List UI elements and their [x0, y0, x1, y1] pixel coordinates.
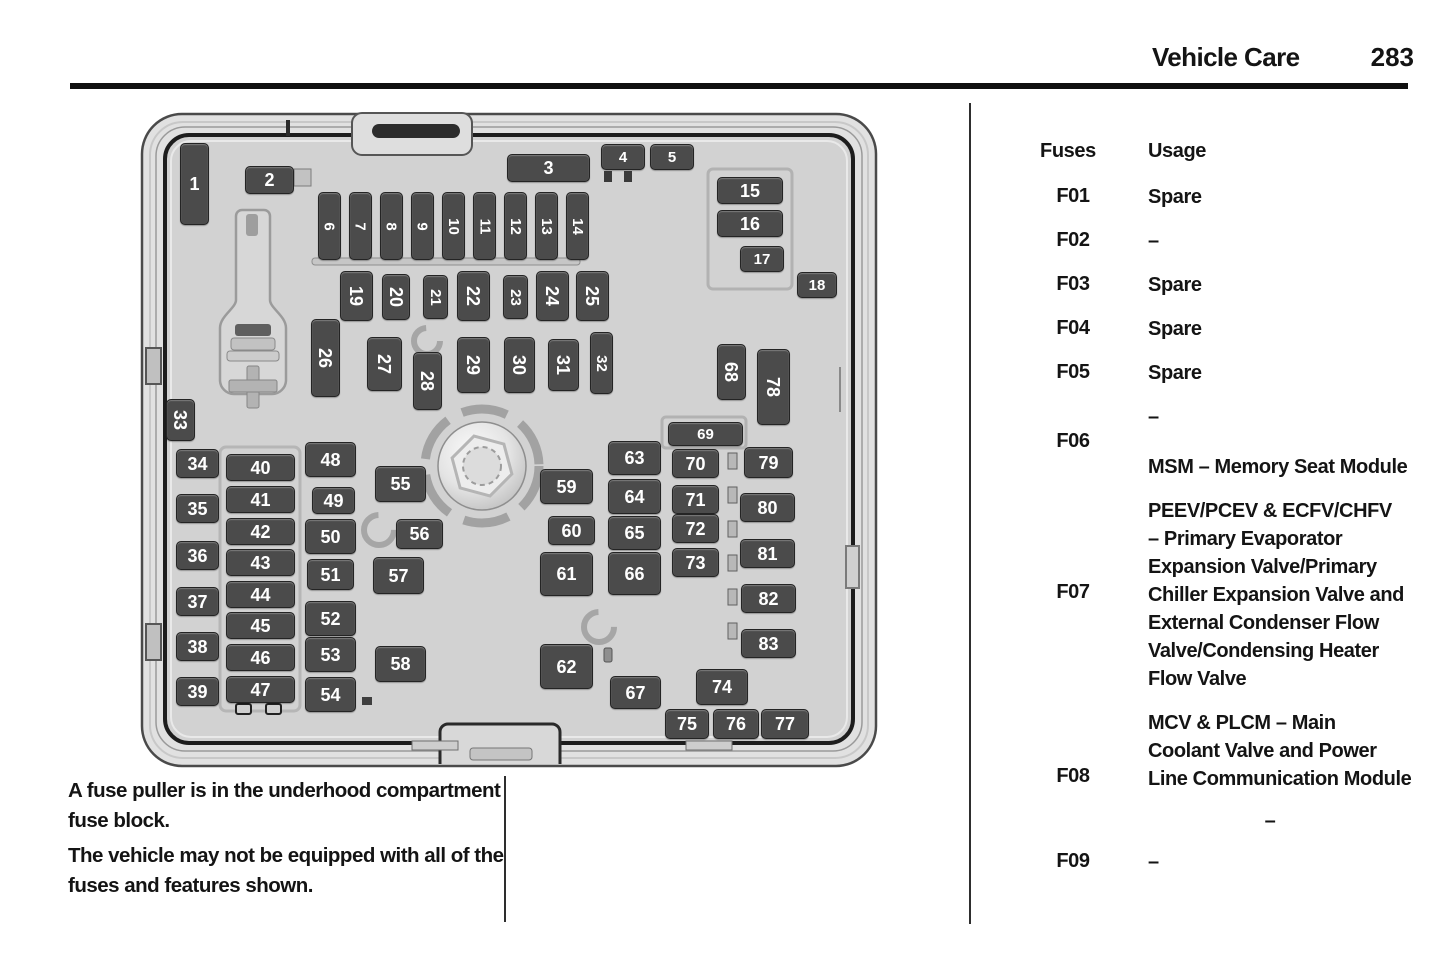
fuse-number: 55	[390, 474, 411, 494]
fuse-chip-31	[548, 339, 579, 391]
usage-line: Spare	[1148, 186, 1202, 208]
column-divider	[969, 103, 971, 924]
fuse-chip-63	[608, 441, 661, 475]
fuse-chip-44	[226, 581, 295, 608]
fuse-number: 15	[739, 180, 761, 201]
fuse-number: 56	[409, 524, 430, 544]
fuse-number: 8	[383, 221, 400, 231]
fuse-number: 65	[624, 523, 645, 543]
fuse-number: 73	[685, 552, 706, 573]
fuse-box-diagram	[140, 112, 878, 768]
fuse-number: 53	[320, 644, 341, 665]
fuse-chip-17	[740, 246, 784, 272]
fuse-chip-21	[423, 275, 448, 319]
fuse-chip-20	[382, 274, 410, 320]
fuse-chip-69	[668, 422, 743, 446]
fuse-number: 49	[323, 490, 344, 511]
fuse-chip-15	[717, 177, 783, 204]
fuse-chip-25	[576, 271, 609, 321]
fuse-number: 68	[721, 361, 742, 383]
fuse-chip-46	[226, 644, 295, 671]
fuse-number: 34	[187, 453, 208, 474]
usage-line: Spare	[1148, 274, 1202, 296]
fuse-chip-22	[457, 271, 490, 321]
fuse-number: 50	[320, 526, 341, 547]
fuse-chip-67	[610, 676, 661, 709]
fuse-chip-49	[312, 487, 355, 514]
fuse-chip-24	[536, 271, 569, 321]
fuse-number: 17	[753, 250, 771, 268]
fuse-usage-table	[1040, 140, 1420, 920]
fuse-chip-6	[318, 192, 341, 260]
fuse-chip-66	[608, 552, 661, 595]
fuse-number: 46	[250, 647, 271, 668]
usage-text	[1148, 317, 1202, 341]
fuse-number: 3	[543, 158, 554, 178]
fuse-chip-41	[226, 486, 295, 513]
fuse-id: F05	[1056, 361, 1090, 383]
fuse-chip-14	[566, 192, 589, 260]
fuse-chip-34	[176, 449, 219, 478]
usage-line: Flow Valve	[1148, 668, 1247, 690]
fuse-number: 40	[250, 457, 271, 478]
fuse-chip-7	[349, 192, 372, 260]
fuse-number: 47	[250, 679, 271, 700]
usage-text	[1148, 185, 1202, 209]
fuse-chip-82	[741, 584, 796, 613]
fuse-number: 82	[758, 588, 779, 609]
fuse-chip-13	[535, 192, 558, 260]
fuse-chip-16	[717, 210, 783, 237]
page-number: 283	[1370, 42, 1414, 72]
fuse-number: 43	[250, 552, 271, 573]
fuse-chip-77	[761, 709, 809, 739]
fuse-number: 30	[509, 354, 530, 376]
fuse-chip-68	[717, 344, 746, 400]
fuse-number: 5	[667, 148, 677, 166]
fuse-number: 60	[561, 520, 582, 541]
fuse-chip-73	[672, 548, 719, 577]
fuse-number: 51	[320, 564, 341, 585]
usage-text	[1148, 361, 1202, 385]
fuse-chip-58	[375, 646, 426, 682]
fuse-chip-80	[740, 493, 795, 522]
fuse-chip-59	[540, 469, 593, 504]
fuse-chip-56	[396, 519, 443, 549]
fuse-number: 58	[390, 654, 411, 674]
fuse-chip-52	[305, 601, 356, 636]
fuse-chip-10	[442, 192, 465, 260]
usage-line: Coolant Valve and Power	[1148, 740, 1377, 762]
fuse-number: 27	[374, 353, 395, 375]
fuse-number: 14	[569, 217, 586, 235]
fuse-id: F09	[1056, 850, 1090, 872]
fuse-id: F03	[1056, 273, 1090, 295]
usage-line: Spare	[1148, 318, 1202, 340]
fuse-number: 71	[685, 489, 706, 510]
fuse-chip-29	[457, 337, 490, 393]
usage-line: Valve/Condensing Heater	[1148, 640, 1379, 662]
usage-line: MCV & PLCM – Main	[1148, 712, 1336, 734]
fuse-number: 45	[250, 615, 271, 636]
fuse-id: F06	[1056, 430, 1090, 452]
usage-line: –	[1148, 851, 1159, 873]
fuse-chip-50	[305, 519, 356, 554]
header-rule	[70, 83, 1408, 89]
fuse-number: 78	[763, 376, 784, 398]
fuse-number: 22	[463, 285, 484, 307]
fuse-chip-64	[608, 479, 661, 514]
fuse-id: F07	[1056, 581, 1090, 603]
usage-text	[1148, 497, 1404, 693]
usage-line: PEEV/PCEV & ECFV/CHFV	[1148, 500, 1392, 522]
fuse-number: 67	[625, 682, 646, 703]
fuse-number: 62	[556, 656, 577, 677]
fuse-number: 37	[187, 591, 208, 612]
fuse-number: 36	[187, 545, 208, 566]
fuse-chip-79	[744, 447, 793, 478]
fuse-chip-74	[696, 669, 748, 705]
fuse-number: 2	[264, 170, 275, 190]
fuse-id: F01	[1056, 185, 1090, 207]
fuse-number: 83	[758, 633, 779, 654]
usage-line: Expansion Valve/Primary	[1148, 556, 1377, 578]
fuse-number: 57	[388, 565, 409, 586]
usage-line: External Condenser Flow	[1148, 612, 1379, 634]
caption-equipment-note: The vehicle may not be equipped with all of the fuses and features shown.	[68, 844, 504, 897]
usage-line: Line Communication Module	[1148, 768, 1412, 790]
fuse-number: 28	[417, 370, 438, 392]
fuse-chip-33	[166, 399, 195, 441]
fuse-chip-layer	[140, 112, 878, 768]
fuse-number: 19	[346, 285, 367, 307]
fuse-number: 1	[189, 174, 200, 194]
fuse-number: 16	[739, 213, 761, 234]
fuse-chip-53	[305, 637, 356, 672]
fuse-chip-12	[504, 192, 527, 260]
fuse-number: 69	[697, 425, 714, 443]
fuse-number: 52	[320, 608, 341, 629]
fuse-number: 41	[250, 489, 271, 510]
fuse-number: 24	[542, 285, 563, 307]
fuse-number: 38	[187, 636, 208, 657]
fuse-number: 42	[250, 521, 271, 542]
fuse-chip-65	[608, 516, 661, 550]
page-title: Vehicle Care	[1152, 42, 1300, 72]
fuse-chip-5	[650, 144, 694, 170]
usage-text	[1148, 809, 1392, 833]
fuse-number: 80	[757, 497, 778, 518]
fuse-chip-11	[473, 192, 496, 260]
fuse-chip-70	[672, 449, 719, 478]
fuse-chip-75	[665, 709, 709, 739]
fuse-chip-48	[305, 442, 356, 477]
fuse-chip-40	[226, 454, 295, 481]
fuse-number: 35	[187, 498, 208, 519]
usage-line: Spare	[1148, 362, 1202, 384]
fuse-chip-55	[375, 466, 426, 502]
fuse-chip-23	[503, 275, 528, 319]
fuse-number: 32	[593, 354, 610, 372]
fuse-number: 33	[170, 409, 191, 431]
fuse-number: 20	[386, 286, 406, 308]
fuse-number: 12	[507, 217, 524, 235]
fuse-number: 74	[711, 677, 733, 697]
fuse-number: 59	[556, 476, 577, 497]
caption-divider	[504, 776, 506, 922]
fuse-chip-81	[740, 539, 795, 568]
fuse-chip-8	[380, 192, 403, 260]
fuse-number: 9	[414, 221, 431, 231]
fuse-chip-57	[373, 557, 424, 594]
usage-line	[1148, 430, 1407, 455]
fuse-number: 7	[352, 221, 369, 231]
fuse-chip-62	[540, 644, 593, 689]
fuse-chip-3	[507, 154, 590, 182]
fuse-number: 25	[582, 285, 603, 307]
fuse-chip-60	[548, 516, 595, 545]
fuse-number: 63	[624, 448, 645, 468]
fuse-number: 21	[427, 288, 444, 306]
fuse-number: 13	[538, 217, 555, 235]
usage-text	[1148, 405, 1407, 480]
fuse-chip-76	[713, 709, 759, 739]
fuse-number: 76	[725, 714, 747, 734]
usage-line: MSM – Memory Seat Module	[1148, 456, 1408, 478]
fuse-number: 23	[507, 288, 524, 306]
usage-line: –	[1148, 406, 1159, 428]
fuse-chip-35	[176, 494, 219, 523]
usage-line: –	[1148, 230, 1159, 252]
fuse-chip-32	[590, 332, 613, 394]
fuse-chip-26	[311, 319, 340, 397]
fuse-number: 6	[321, 221, 338, 231]
fuse-chip-72	[672, 514, 719, 543]
fuse-chip-43	[226, 549, 295, 576]
fuse-number: 26	[315, 347, 336, 369]
fuse-chip-39	[176, 677, 219, 706]
fuse-id: F04	[1056, 317, 1090, 339]
usage-line: Chiller Expansion Valve and	[1148, 584, 1404, 606]
fuse-chip-2	[245, 166, 294, 194]
fuse-chip-51	[307, 559, 354, 590]
fuse-chip-18	[797, 272, 837, 298]
usage-line: – Primary Evaporator	[1148, 528, 1343, 550]
fuse-number: 48	[320, 449, 341, 470]
fuse-number: 31	[553, 354, 574, 376]
usage-text	[1148, 850, 1159, 874]
fuse-number: 81	[757, 543, 778, 564]
caption-fuse-puller: A fuse puller is in the underhood compartment fuse block.	[68, 779, 501, 832]
fuse-chip-28	[413, 352, 442, 410]
fuse-number: 4	[618, 148, 628, 166]
fuse-chip-37	[176, 587, 219, 616]
fuse-number: 70	[685, 453, 706, 474]
fuse-chip-45	[226, 612, 295, 639]
fuse-number: 64	[624, 486, 645, 507]
fuse-chip-1	[180, 143, 209, 225]
fuse-number: 29	[463, 354, 484, 376]
fuse-id: F02	[1056, 229, 1090, 251]
fuse-chip-83	[741, 629, 796, 658]
fuse-chip-54	[305, 677, 356, 712]
fuse-number: 77	[774, 714, 796, 734]
usage-line: –	[1264, 810, 1276, 832]
fuse-chip-30	[504, 337, 535, 393]
fuse-chip-27	[367, 337, 402, 391]
usage-text	[1148, 229, 1159, 253]
fuse-chip-36	[176, 541, 219, 570]
usage-text	[1148, 709, 1411, 793]
fuse-chip-71	[672, 485, 719, 514]
fuse-chip-9	[411, 192, 434, 260]
fuse-number: 79	[758, 452, 779, 473]
fuse-number: 10	[445, 217, 462, 235]
fuse-chip-19	[340, 271, 373, 321]
fuse-id: F08	[1056, 765, 1090, 787]
fuse-chip-61	[540, 552, 593, 596]
fuse-number: 61	[556, 564, 577, 584]
fuse-number: 72	[685, 518, 706, 539]
table-header-usage: Usage	[1148, 140, 1207, 162]
fuse-number: 44	[250, 584, 271, 605]
fuse-number: 18	[808, 276, 826, 294]
fuse-chip-42	[226, 518, 295, 545]
fuse-chip-78	[757, 349, 790, 425]
fuse-chip-47	[226, 676, 295, 703]
fuse-number: 66	[624, 563, 645, 584]
fuse-number: 75	[676, 714, 698, 734]
table-header-fuses: Fuses	[1040, 140, 1096, 162]
fuse-number: 11	[475, 218, 493, 234]
fuse-chip-4	[601, 144, 645, 170]
fuse-number: 54	[320, 684, 341, 705]
fuse-chip-38	[176, 632, 219, 661]
fuse-number: 39	[187, 681, 208, 702]
usage-text	[1148, 273, 1202, 297]
